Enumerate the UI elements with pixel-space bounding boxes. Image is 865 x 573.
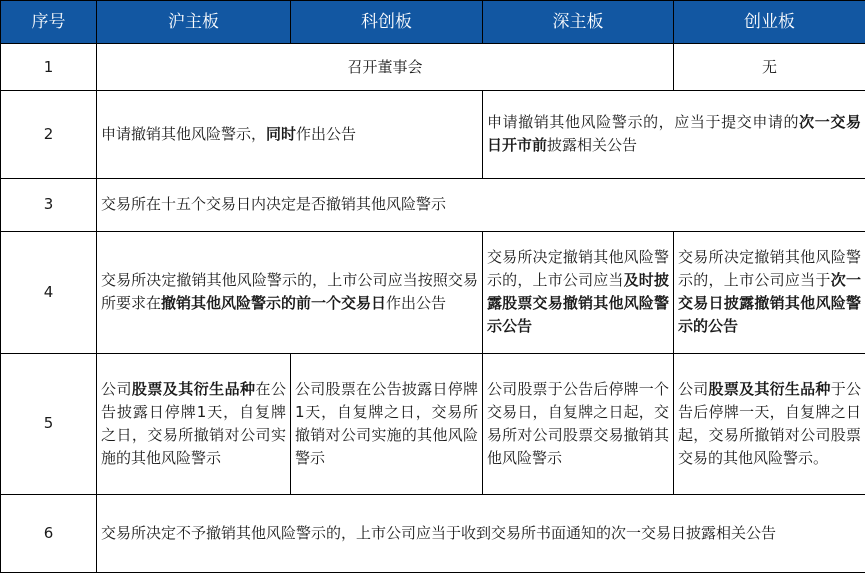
- cell-sh-main: [97, 354, 291, 495]
- table-row: [1, 44, 865, 91]
- table-row: [1, 494, 865, 572]
- cell-chinext: [674, 354, 865, 495]
- cell-text: 公司: [101, 379, 132, 398]
- cell-sh-star-sz: [97, 44, 674, 91]
- header-row: [1, 1, 865, 44]
- cell-text: 交易所在十五个交易日内决定是否撤销其他风险警示: [101, 195, 447, 214]
- cell-sh-star: [97, 91, 483, 178]
- cell-star: [291, 354, 483, 495]
- cell-text: 在公告披露日停牌1天，自复牌之日，交易所撤销对公司实施的其他风险警示: [101, 379, 286, 467]
- cell-text-bold: 次一交易日开市前: [487, 113, 861, 155]
- table-row: [1, 178, 865, 231]
- cell-sz-main: [483, 231, 674, 353]
- cell-text: 交易所决定撤销其他风险警示的，上市公司应当: [487, 248, 669, 290]
- cell-text: 申请撤销其他风险警示的，应当于提交申请的: [487, 113, 800, 132]
- row-index: 6: [1, 494, 97, 572]
- cell-text-bold: 股票及其衍生品种: [131, 379, 256, 398]
- table-row: [1, 91, 865, 178]
- cell-all-boards: [97, 494, 865, 572]
- header-chinext: 创业板: [674, 1, 865, 44]
- cell-chinext: [674, 44, 865, 91]
- cell-text: 交易所决定不予撤销其他风险警示的，上市公司应当于收到交易所书面通知的次一交易日披露相关公告: [101, 523, 777, 542]
- cell-sz-main: [483, 354, 674, 495]
- cell-sz-chinext: [483, 91, 865, 178]
- header-sh-main-board: 沪主板: [97, 1, 291, 44]
- cell-chinext: [674, 231, 865, 353]
- header-sz-main-board: 深主板: [483, 1, 674, 44]
- cell-text: 交易所决定撤销其他风险警示的，上市公司应当于: [678, 248, 861, 290]
- cell-text: 于公告后停牌一天，自复牌之日起，交易所撤销对公司股票交易的其他风险警示。: [678, 379, 861, 467]
- cell-text: 披露相关公告: [547, 136, 638, 155]
- cell-text: 公司股票在公告披露日停牌1天，自复牌之日，交易所撤销对公司实施的其他风险警示: [295, 379, 478, 467]
- cell-text: 交易所决定撤销其他风险警示的，上市公司应当按照交易所要求在: [101, 271, 478, 313]
- cell-text: 作出公告: [296, 124, 357, 143]
- row-index: 4: [1, 231, 97, 353]
- cell-text: 公司股票于公告后停牌一个交易日，自复牌之日起，交易所对公司股票交易撤销其他风险警示: [487, 379, 669, 467]
- row-index: 2: [1, 91, 97, 178]
- table-row: [1, 354, 865, 495]
- cell-text: 作出公告: [386, 294, 447, 313]
- table-row: [1, 231, 865, 353]
- cell-text: 公司: [678, 379, 709, 398]
- cell-text-bold: 同时: [266, 124, 297, 143]
- cell-sh-star: [97, 231, 483, 353]
- cell-text-bold: 撤销其他风险警示的前一个交易日: [161, 294, 387, 313]
- header-index: 序号: [1, 1, 97, 44]
- cell-text-bold: 及时披露股票交易撤销其他风险警示公告: [487, 271, 669, 336]
- cell-all-boards: [97, 178, 865, 231]
- row-index: 1: [1, 44, 97, 91]
- row-index: 3: [1, 178, 97, 231]
- cell-text-bold: 股票及其衍生品种: [708, 379, 831, 398]
- cell-text: 召开董事会: [347, 57, 423, 76]
- cell-text: 无: [761, 57, 777, 76]
- header-star-market: 科创板: [291, 1, 483, 44]
- cell-text-bold: 次一交易日披露撤销其他风险警示的公告: [678, 271, 861, 336]
- cell-text: 申请撤销其他风险警示，: [101, 124, 267, 143]
- row-index: 5: [1, 354, 97, 495]
